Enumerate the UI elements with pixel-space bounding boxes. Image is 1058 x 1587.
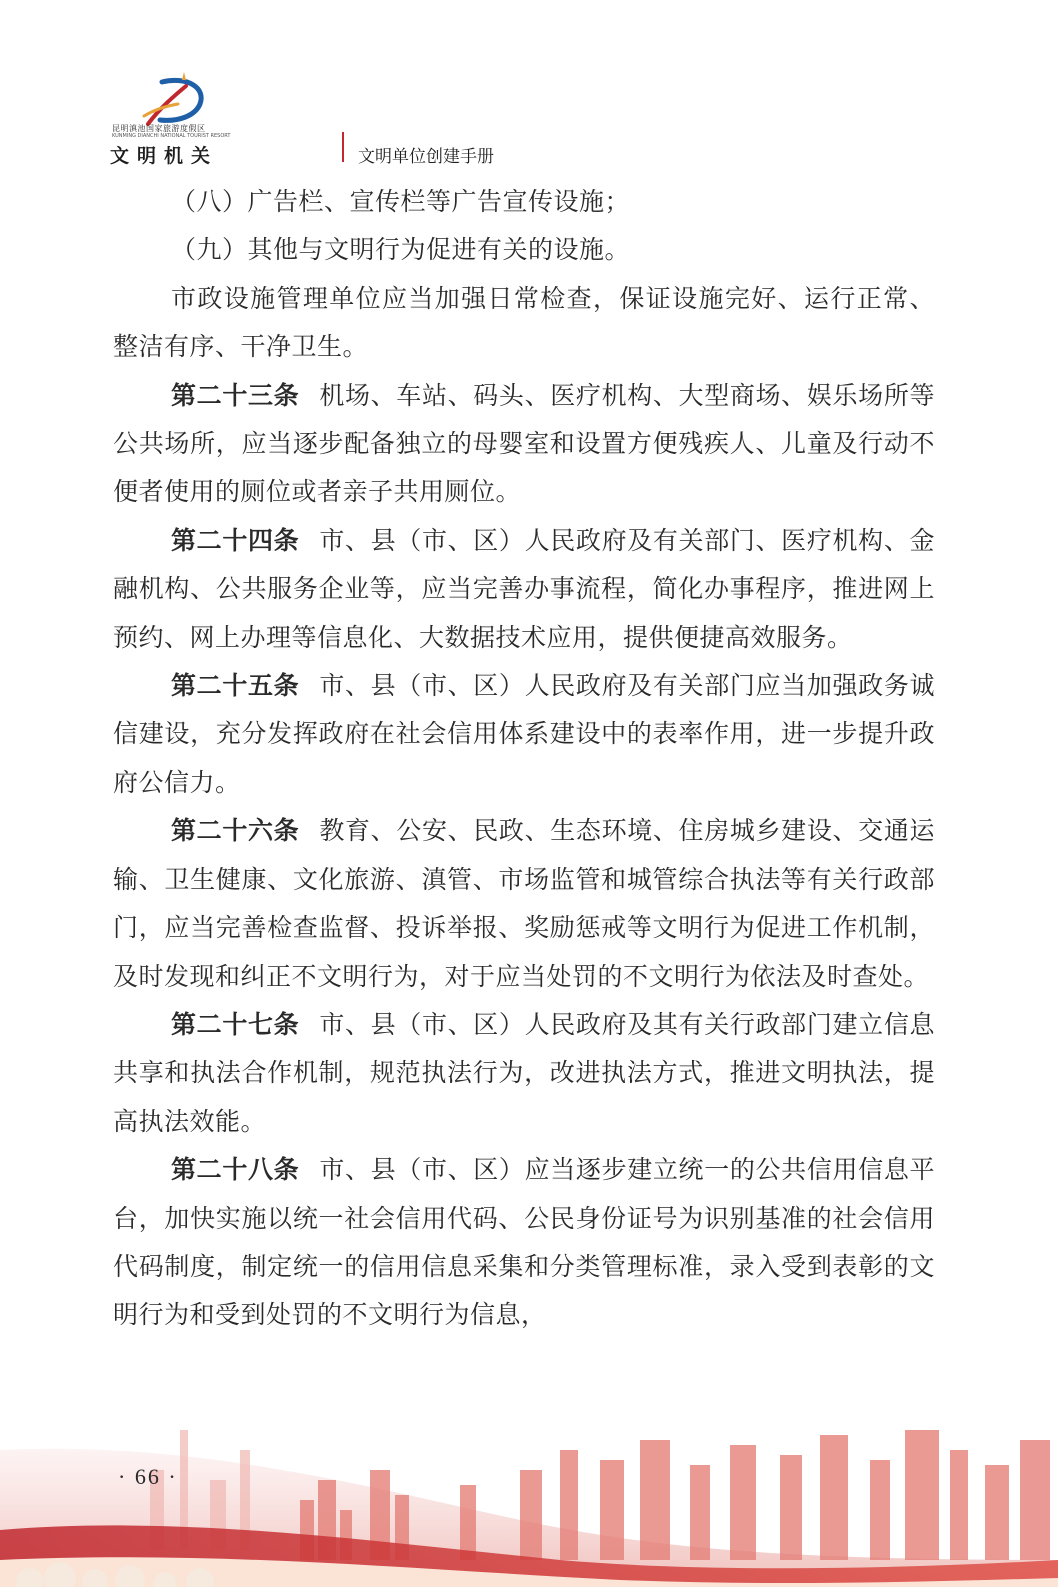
resort-logo-icon: [140, 70, 210, 128]
article-paragraph: [113, 1146, 935, 1340]
paragraph-text: 市政设施管理单位应当加强日常检查，保证设施完好、运行正常、整洁有序、干净卫生。: [113, 283, 935, 362]
brand-title: 文明机关: [110, 145, 219, 167]
article-text: 市、县（市、区）人民政府及有关部门应当加强政务诚信建设，充分发挥政府在社会信用体系建设中的表率作用，进一步提升政府公信力。: [113, 671, 935, 797]
article-number: 第二十三条: [171, 380, 300, 410]
article-paragraph: [113, 1001, 935, 1146]
article-number: 第二十四条: [171, 525, 300, 555]
header-divider: [342, 132, 344, 162]
article-text: 市、县（市、区）人民政府及有关部门、医疗机构、金融机构、公共服务企业等，应当完善办事流程，简化办事程序，推进网上预约、网上办理等信息化、大数据技术应用，提供便捷高效服务。: [113, 525, 935, 652]
article-paragraph: [113, 807, 935, 1001]
article-text: 市、县（市、区）应当逐步建立统一的公共信用信息平台，加快实施以统一社会信用代码、公民身份证号为识别基准的社会信用代码制度，制定统一的信用信息采集和分类管理标准，录入受到表彰的文明行为和受到处罚的不文明行为信息，: [113, 1155, 935, 1330]
handbook-title: 文明单位创建手册: [358, 147, 494, 167]
article-number: 第二十七条: [171, 1009, 300, 1039]
article-paragraph: [113, 372, 935, 517]
document-body: [113, 178, 935, 1340]
logo-caption-english: KUNMING DIANCHI NATIONAL TOURIST RESORT: [112, 133, 231, 139]
paragraph: [113, 178, 935, 226]
paragraph-text: （九）其他与文明行为促进有关的设施。: [171, 235, 631, 265]
paragraph: [113, 275, 935, 372]
article-text: 市、县（市、区）人民政府及其有关行政部门建立信息共享和执法合作机制，规范执法行为，改进执法方式，推进文明执法，提高执法效能。: [113, 1009, 935, 1136]
logo-caption: 昆明滇池国家旅游度假区: [112, 124, 206, 133]
paragraph-text: （八）广告栏、宣传栏等广告宣传设施；: [171, 187, 631, 216]
article-paragraph: [113, 662, 935, 807]
city-skyline-decoration: [0, 1410, 1058, 1587]
page-header: [110, 70, 610, 170]
article-number: 第二十八条: [171, 1155, 300, 1185]
article-number: 第二十五条: [171, 671, 300, 701]
article-number: 第二十六条: [171, 816, 300, 846]
paragraph: [113, 226, 935, 274]
article-paragraph: [113, 517, 935, 662]
article-text: 教育、公安、民政、生态环境、住房城乡建设、交通运输、卫生健康、文化旅游、滇管、市场监管和城管综合执法等有关行政部门，应当完善检查监督、投诉举报、奖励惩戒等文明行为促进工作机制，及时发现和纠正不文明行为，对于应当处罚的不文明行为依法及时查处。: [113, 816, 935, 991]
page-number: · 66 ·: [118, 1464, 178, 1489]
article-text: 机场、车站、码头、医疗机构、大型商场、娱乐场所等公共场所，应当逐步配备独立的母婴室和设置方便残疾人、儿童及行动不便者使用的厕位或者亲子共用厕位。: [113, 380, 935, 507]
